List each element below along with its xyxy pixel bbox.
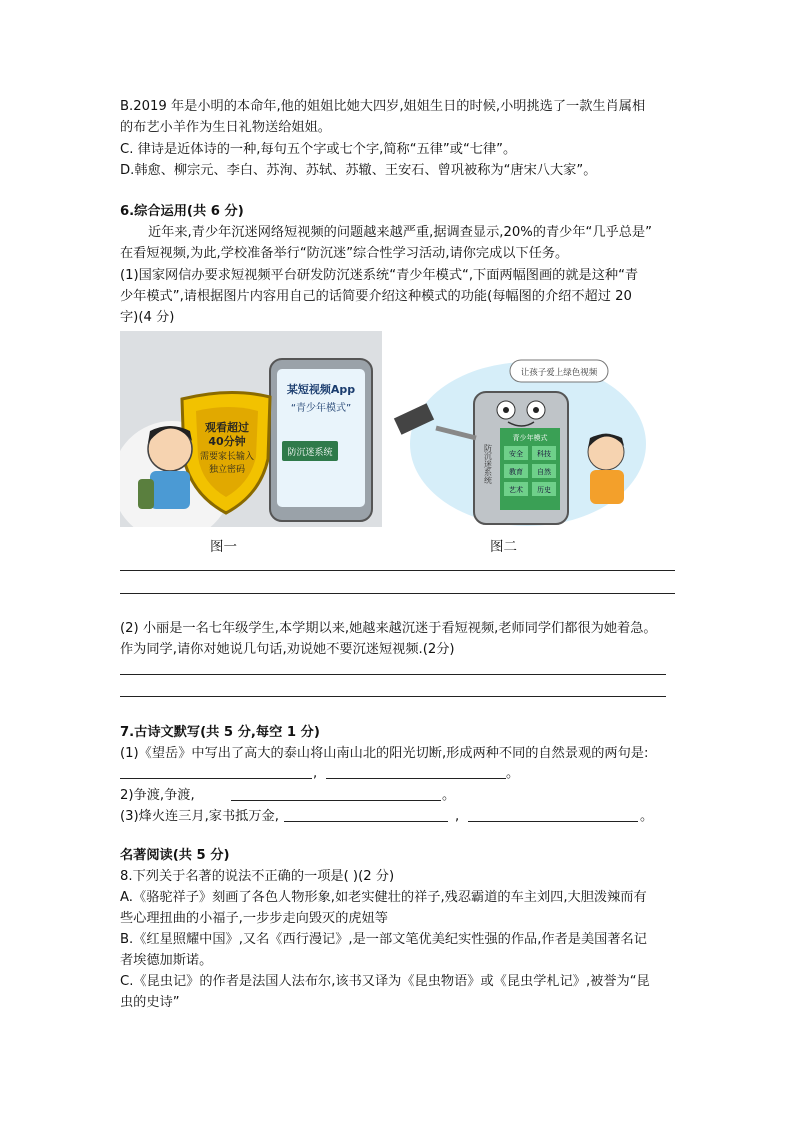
fig1-app-title: 某短视频App	[286, 383, 356, 396]
q7-part3-end: 。	[640, 809, 654, 824]
fig2-bubble-text: 让孩子爱上绿色视频	[520, 368, 598, 378]
q6-intro-line1: 近年来,青少年沉迷网络短视频的问题越来越严重,据调查显示,20%的青少年“几乎总是”	[148, 225, 652, 240]
q7-part1-sep: ,	[313, 766, 318, 781]
fig1-shield-line3: 需要家长输入	[199, 452, 255, 462]
fig1-shield-line2: 40分钟	[208, 435, 246, 448]
q5-option-d: D.韩愈、柳宗元、李白、苏洵、苏轼、苏辙、王安石、曾巩被称为“唐宋八大家”。	[120, 163, 597, 178]
figure-2-illustration	[392, 352, 654, 528]
fig2-screen-top: 青少年模式	[512, 434, 548, 442]
fig1-shield-line4: 独立密码	[208, 465, 246, 475]
q7-part3: (3)烽火连三月,家书抵万金,	[120, 809, 279, 824]
answer-line[interactable]	[120, 674, 666, 675]
q8-option-a-line2: 些心理扭曲的小福子,一步步走向毁灭的虎妞等	[120, 911, 388, 926]
q8-option-c-line1: C.《昆虫记》的作者是法国人法布尔,该书又译为《昆虫物语》或《昆虫学札记》,被誉为“昆	[120, 974, 650, 989]
q6-intro-line2: 在看短视频,为此,学校准备举行“防沉迷”综合性学习活动,请你完成以下任务。	[120, 246, 569, 261]
answer-line[interactable]	[120, 696, 666, 697]
fig2-cell3: 教育	[509, 468, 523, 476]
q7-part1-end: 。	[506, 766, 520, 781]
answer-line[interactable]	[120, 593, 675, 594]
q5-option-c: C. 律诗是近体诗的一种,每句五个字或七个字,简称“五律”或“七律”。	[120, 142, 517, 157]
q5-option-b-line2: 的布艺小羊作为生日礼物送给姐姐。	[120, 120, 331, 135]
q8-option-b-line2: 者埃德加斯诺。	[120, 953, 213, 968]
q7-title: 7.古诗文默写(共 5 分,每空 1 分)	[120, 725, 320, 740]
q7-part1: (1)《望岳》中写出了高大的泰山将山南山北的阳光切断,形成两种不同的自然景观的两句是:	[120, 746, 649, 761]
fig2-cell4: 自然	[537, 468, 551, 476]
fig2-cell2: 科技	[537, 450, 551, 458]
fig2-side-label: 防沉迷系统	[483, 444, 493, 484]
figure-1-caption: 图一	[210, 539, 237, 555]
figure-1-illustration	[120, 331, 382, 527]
fig1-system-label: 防沉迷系统	[287, 448, 333, 458]
q6-part1-line3: 字)(4 分)	[120, 310, 175, 325]
answer-line[interactable]	[120, 570, 675, 571]
q6-part2-line1: (2) 小丽是一名七年级学生,本学期以来,她越来越沉迷于看短视频,老师同学们都很为她着急。	[120, 621, 657, 636]
q7-part3-sep: ,	[455, 809, 460, 824]
q8-option-b-line1: B.《红星照耀中国》,又名《西行漫记》,是一部文笔优美纪实性强的作品,作者是美国著名记	[120, 932, 647, 947]
q8-section-title: 名著阅读(共 5 分)	[120, 848, 230, 863]
figure-2-caption: 图二	[490, 539, 517, 555]
q7-part2: 2)争渡,争渡,	[120, 788, 195, 803]
q7-part2-end: 。	[442, 788, 456, 803]
q8-stem: 8.下列关于名著的说法不正确的一项是( )(2 分)	[120, 869, 395, 884]
q5-option-b-line1: B.2019 年是小明的本命年,他的姐姐比她大四岁,姐姐生日的时候,小明挑选了一款生肖属相	[120, 99, 646, 114]
q6-part2-line2: 作为同学,请你对她说几句话,劝说她不要沉迷短视频.(2分)	[120, 642, 455, 657]
blank-line[interactable]	[468, 821, 638, 822]
fig2-cell6: 历史	[537, 486, 551, 494]
q8-option-a-line1: A.《骆驼祥子》刻画了各色人物形象,如老实健壮的祥子,残忍霸道的车主刘四,大胆泼辣而有	[120, 890, 647, 905]
blank-line[interactable]	[231, 800, 441, 801]
fig2-cell5: 艺术	[509, 486, 523, 494]
fig1-mode-label: “青少年模式”	[290, 403, 352, 414]
blank-line[interactable]	[284, 821, 448, 822]
q8-option-c-line2: 虫的史诗”	[120, 995, 180, 1010]
q6-part1-line1: (1)国家网信办要求短视频平台研发防沉迷系统“青少年模式“,下面两幅图画的就是这种“青	[120, 268, 639, 283]
fig1-shield-line1: 观看超过	[205, 421, 249, 434]
q6-part1-line2: 少年模式”,请根据图片内容用自己的话简要介绍这种模式的功能(每幅图的介绍不超过 20	[120, 289, 632, 304]
blank-line[interactable]	[120, 778, 312, 779]
fig2-cell1: 安全	[509, 450, 523, 458]
q6-title: 6.综合运用(共 6 分)	[120, 204, 244, 219]
blank-line[interactable]	[326, 778, 506, 779]
